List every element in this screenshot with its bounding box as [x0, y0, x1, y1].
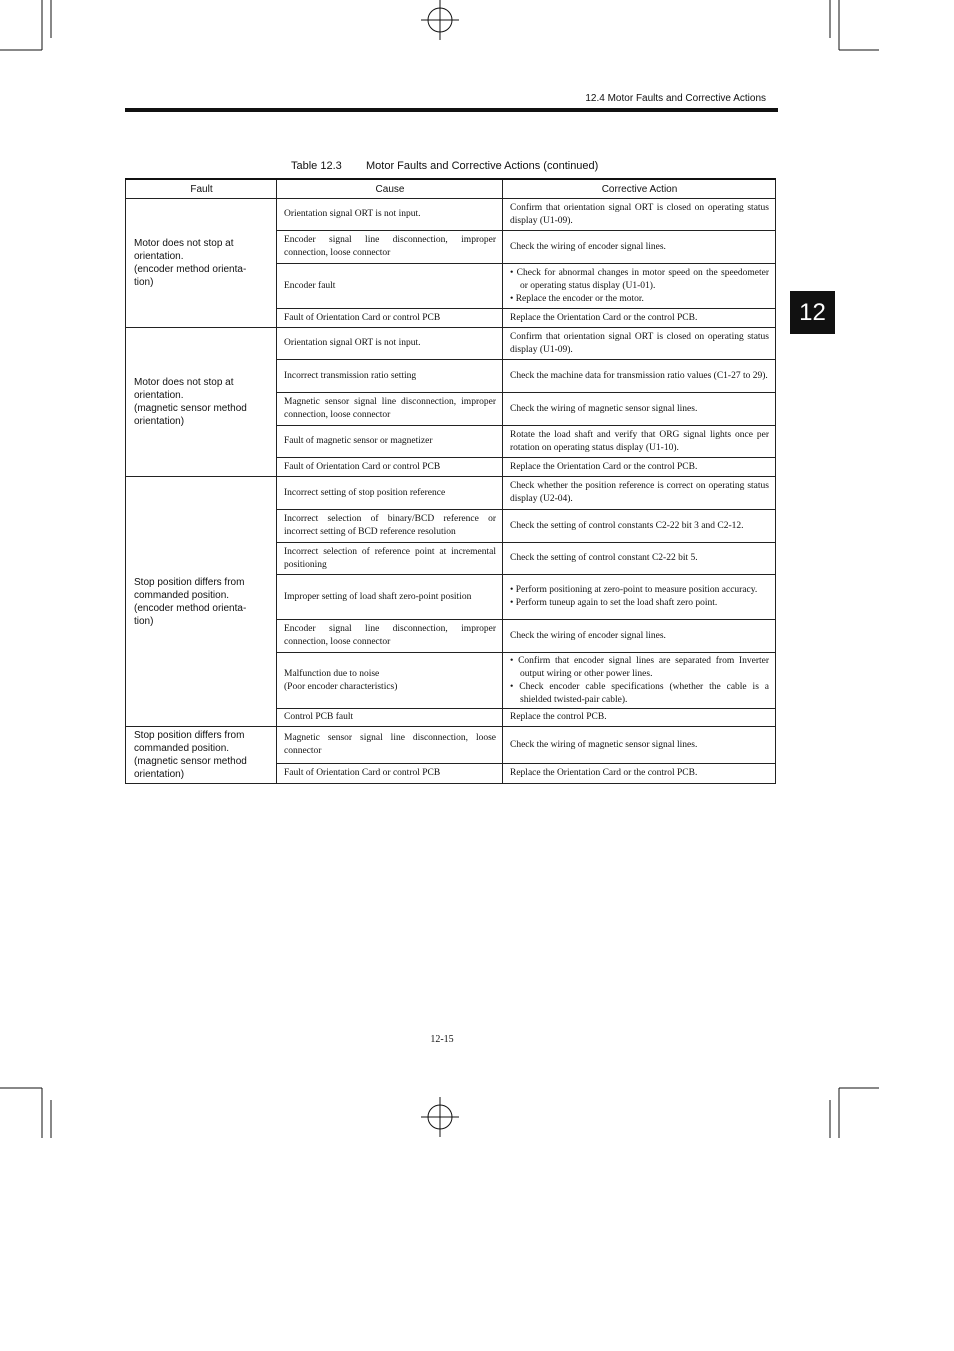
- action-cell: [503, 264, 776, 309]
- cause-text-detail: (Poor encoder characteristics): [284, 681, 398, 692]
- action-list: [510, 267, 769, 306]
- cause-text: Orientation signal ORT is not input.: [284, 338, 421, 348]
- action-cell: [503, 620, 776, 653]
- action-cell: [503, 360, 776, 393]
- fault-line: commanded position.: [134, 589, 230, 601]
- fault-line: Motor does not stop at: [134, 377, 234, 388]
- action-text: Check the wiring of magnetic sensor signal lines.: [510, 403, 698, 414]
- cause-cell: [277, 543, 503, 575]
- fault-cell: [126, 477, 277, 727]
- action-text: Check the setting of control constants C2-22 bit 3 and C2-12.: [510, 520, 744, 531]
- cause-cell: [277, 426, 503, 458]
- column-header-fault: Fault: [126, 179, 277, 199]
- cause-cell: [277, 309, 503, 328]
- cause-text: Magnetic sensor signal line disconnection, loose connector: [284, 733, 496, 756]
- cause-text: Improper setting of load shaft zero-point position: [284, 591, 472, 602]
- action-bullet: • Replace the encoder or the motor.: [510, 293, 769, 306]
- cause-text: Magnetic sensor signal line disconnection, improper connection, loose connector: [284, 397, 496, 420]
- fault-line: orientation.: [134, 251, 184, 262]
- cause-text: Encoder fault: [284, 280, 336, 291]
- cause-text: Fault of Orientation Card or control PCB: [284, 312, 441, 323]
- fault-line: Motor does not stop at: [134, 238, 234, 249]
- table-header-row: [126, 179, 776, 199]
- action-cell: [503, 510, 776, 543]
- table-number: Table 12.3: [291, 160, 342, 172]
- action-text: Check the wiring of encoder signal lines.: [510, 630, 666, 641]
- action-text: Check the wiring of encoder signal lines.: [510, 241, 666, 252]
- action-cell: [503, 709, 776, 727]
- action-bullet: • Check encoder cable specifications (whether the cable is a shielded twisted-pair cable).: [510, 681, 769, 707]
- fault-cell: [126, 199, 277, 328]
- header-rule: [125, 108, 778, 112]
- fault-cell: [126, 328, 277, 477]
- action-cell: [503, 393, 776, 426]
- cause-cell: [277, 510, 503, 543]
- cause-cell: [277, 360, 503, 393]
- cause-cell: [277, 328, 503, 360]
- fault-cell: [126, 727, 277, 784]
- fault-line: commanded position.: [134, 743, 230, 754]
- action-text: Confirm that orientation signal ORT is closed on operating status display (U1-09).: [510, 331, 769, 355]
- table-row: [126, 328, 776, 360]
- action-list: [510, 655, 769, 707]
- cause-cell: [277, 764, 503, 784]
- cause-text: Encoder signal line disconnection, improper connection, loose connector: [284, 235, 496, 258]
- cause-cell: [277, 393, 503, 426]
- table-title: Motor Faults and Corrective Actions (continued): [366, 160, 599, 172]
- cause-cell: [277, 458, 503, 477]
- fault-line: (magnetic sensor method: [134, 403, 247, 414]
- action-bullet: • Perform tuneup again to set the load shaft zero point.: [510, 597, 769, 610]
- fault-line: (encoder method orienta-: [134, 602, 247, 614]
- fault-line: orientation): [134, 769, 185, 780]
- action-text: Rotate the load shaft and verify that ORG signal lights once per rotation on operating status display (U1-10).: [510, 429, 769, 453]
- running-header: 12.4 Motor Faults and Corrective Actions: [585, 93, 766, 104]
- action-text: Check the machine data for transmission ratio values (C1-27 to 29).: [510, 370, 768, 381]
- fault-line: Stop position differs from: [134, 730, 245, 741]
- cause-text: Fault of magnetic sensor or magnetizer: [284, 436, 433, 446]
- page-number: 12-15: [430, 1034, 454, 1045]
- cause-cell: [277, 199, 503, 231]
- cause-cell: [277, 575, 503, 620]
- action-cell: [503, 231, 776, 264]
- cause-text: Incorrect selection of binary/BCD reference or incorrect setting of BCD reference resolution: [284, 514, 496, 537]
- cause-text: Incorrect setting of stop position reference: [284, 487, 446, 498]
- action-cell: [503, 309, 776, 328]
- cause-text: Incorrect transmission ratio setting: [284, 370, 417, 381]
- column-header-cause: Cause: [277, 179, 503, 199]
- table-row: [126, 199, 776, 231]
- action-cell: [503, 426, 776, 458]
- table-row: [126, 477, 776, 510]
- fault-line: (magnetic sensor method: [134, 756, 247, 767]
- action-text: Check the wiring of magnetic sensor signal lines.: [510, 739, 698, 750]
- action-bullet: • Perform positioning at zero-point to measure position accuracy.: [510, 584, 769, 597]
- action-cell: [503, 477, 776, 510]
- fault-line: orientation.: [134, 390, 184, 401]
- chapter-tab: 12: [790, 291, 835, 334]
- cause-text: Orientation signal ORT is not input.: [284, 209, 421, 219]
- cause-cell: [277, 653, 503, 709]
- fault-line: orientation): [134, 416, 185, 427]
- cause-text: Incorrect selection of reference point at incremental positioning: [284, 546, 496, 570]
- cause-cell: [277, 620, 503, 653]
- action-list: [510, 584, 769, 610]
- action-cell: [503, 764, 776, 784]
- cause-cell: [277, 231, 503, 264]
- action-cell: [503, 653, 776, 709]
- cause-text: Fault of Orientation Card or control PCB: [284, 768, 441, 778]
- action-cell: [503, 458, 776, 477]
- cause-cell: [277, 727, 503, 764]
- cause-text: Encoder signal line disconnection, improper connection, loose connector: [284, 624, 496, 647]
- fault-line: Stop position differs from: [134, 576, 245, 588]
- fault-line: tion): [134, 615, 154, 627]
- action-text: Replace the Orientation Card or the control PCB.: [510, 768, 698, 778]
- cause-text: Control PCB fault: [284, 712, 354, 722]
- action-text: Replace the control PCB.: [510, 712, 607, 722]
- cause-text: Malfunction due to noise: [284, 668, 380, 679]
- action-cell: [503, 543, 776, 575]
- action-text: Check the setting of control constant C2-22 bit 5.: [510, 553, 698, 563]
- action-text: Replace the Orientation Card or the control PCB.: [510, 312, 698, 323]
- fault-line: (encoder method orienta-: [134, 264, 247, 275]
- fault-line: tion): [134, 277, 154, 288]
- faults-table: [125, 178, 776, 784]
- action-cell: [503, 575, 776, 620]
- cause-cell: [277, 264, 503, 309]
- action-cell: [503, 727, 776, 764]
- action-cell: [503, 199, 776, 231]
- action-text: Replace the Orientation Card or the control PCB.: [510, 461, 698, 472]
- action-cell: [503, 328, 776, 360]
- action-text: Check whether the position reference is correct on operating status display (U2-04).: [510, 481, 769, 504]
- action-text: Confirm that orientation signal ORT is closed on operating status display (U1-09).: [510, 202, 769, 226]
- action-bullet: • Confirm that encoder signal lines are separated from Inverter output wiring or other power lines.: [510, 655, 769, 681]
- column-header-action: Corrective Action: [503, 179, 776, 199]
- cause-cell: [277, 477, 503, 510]
- cause-text: Fault of Orientation Card or control PCB: [284, 461, 441, 472]
- cause-cell: [277, 709, 503, 727]
- action-bullet: • Check for abnormal changes in motor speed on the speedometer or operating status display (U1-01).: [510, 267, 769, 293]
- table-row: [126, 727, 776, 764]
